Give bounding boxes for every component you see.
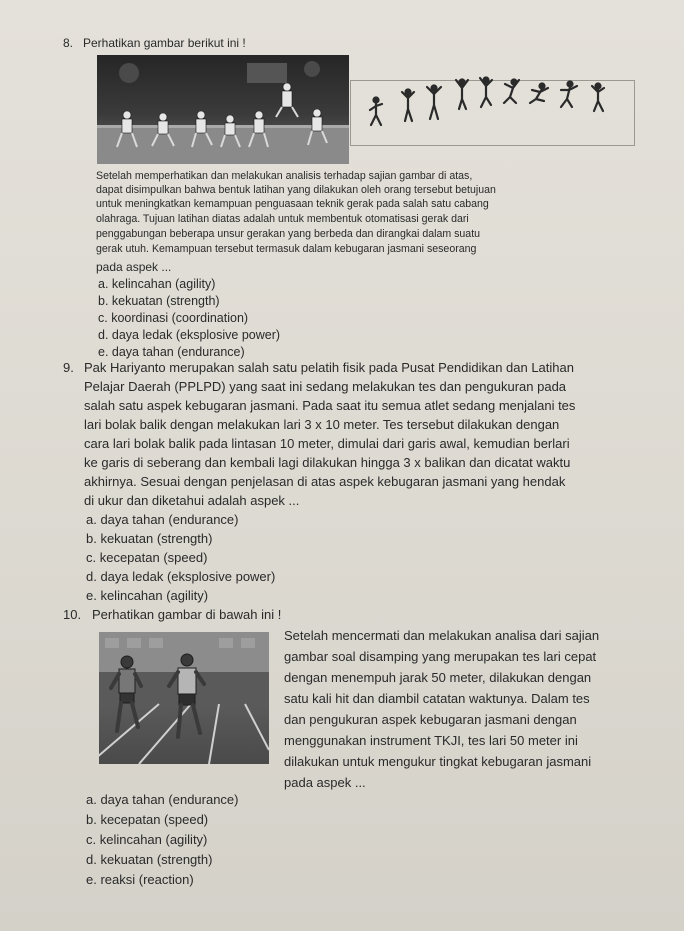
q9-number: 9. bbox=[63, 360, 74, 375]
jump-sequence-illustration bbox=[362, 70, 628, 136]
q8-line-7: pada aspek ... bbox=[96, 260, 172, 274]
q9-option-b[interactable]: b. kekuatan (strength) bbox=[86, 531, 213, 546]
q9-line-1: Pak Hariyanto merupakan salah satu pelatih fisik pada Pusat Pendidikan dan Latihan bbox=[84, 360, 574, 375]
q10-line-1: Setelah mencermati dan melakukan analisa dari sajian bbox=[284, 628, 600, 643]
q10-number: 10. bbox=[63, 607, 82, 622]
q9-line-3: salah satu aspek kebugaran jasmani. Pada saat itu semua atlet sedang menjalani tes bbox=[84, 398, 576, 413]
q9-option-e[interactable]: e. kelincahan (agility) bbox=[86, 588, 209, 603]
basketball-drill-photo bbox=[97, 55, 349, 164]
q10-line-5: dan pengukuran aspek kebugaran jasmani dengan bbox=[284, 712, 577, 727]
q8-option-e[interactable]: e. daya tahan (endurance) bbox=[98, 345, 245, 359]
q9-line-2: Pelajar Daerah (PPLPD) yang saat ini sedang melakukan tes dan pengukuran pada bbox=[84, 379, 567, 394]
q10-line-8: pada aspek ... bbox=[284, 775, 366, 790]
sprint-race-photo bbox=[99, 632, 269, 764]
q10-line-3: dengan menempuh jarak 50 meter, dilakukan dengan bbox=[284, 670, 592, 685]
q8-number: 8. bbox=[63, 36, 74, 50]
q8-line-6: gerak utuh. Kemampuan tersebut termasuk dalam kebugaran jasmani seseorang bbox=[96, 243, 477, 255]
q8-line-5: penggabungan beberapa unsur gerakan yang berbeda dan dirangkai dalam suatu bbox=[96, 228, 481, 240]
q10-intro: Perhatikan gambar di bawah ini ! bbox=[92, 607, 282, 622]
q9-line-6: ke garis di seberang dan kembali lagi dilakukan hingga 3 x balikan dan dicatat waktu bbox=[84, 455, 571, 470]
q8-option-b[interactable]: b. kekuatan (strength) bbox=[98, 294, 220, 308]
q10-option-a[interactable]: a. daya tahan (endurance) bbox=[86, 792, 239, 807]
q9-line-5: cara lari bolak balik pada lintasan 10 meter, dimulai dari garis awal, kemudian berlari bbox=[84, 436, 570, 451]
q10-option-e[interactable]: e. reaksi (reaction) bbox=[86, 872, 194, 887]
q8-line-2: dapat disimpulkan bahwa bentuk latihan yang dilakukan oleh orang tersebut betujuan bbox=[96, 184, 496, 196]
q9-option-a[interactable]: a. daya tahan (endurance) bbox=[86, 512, 239, 527]
q8-option-c[interactable]: c. koordinasi (coordination) bbox=[98, 311, 249, 325]
q8-option-d[interactable]: d. daya ledak (eksplosive power) bbox=[98, 328, 281, 342]
q10-option-b[interactable]: b. kecepatan (speed) bbox=[86, 812, 209, 827]
q8-line-1: Setelah memperhatikan dan melakukan analisis terhadap sajian gambar di atas, bbox=[96, 170, 473, 182]
q9-option-d[interactable]: d. daya ledak (eksplosive power) bbox=[86, 569, 276, 584]
q10-line-2: gambar soal disamping yang merupakan tes lari cepat bbox=[284, 649, 597, 664]
q9-line-4: lari bolak balik dengan melakukan lari 3 x 10 meter. Tes tersebut dilakukan dengan bbox=[84, 417, 560, 432]
q8-line-4: olahraga. Tujuan latihan diatas adalah untuk membentuk otomatisasi gerak dari bbox=[96, 213, 469, 225]
q10-line-7: dilakukan untuk mengukur tingkat kebugaran jasmani bbox=[284, 754, 592, 769]
q10-line-4: satu kali hit dan diambil catatan waktunya. Dalam tes bbox=[284, 691, 590, 706]
q8-intro: Perhatikan gambar berikut ini ! bbox=[83, 36, 246, 50]
q9-line-8: di ukur dan diketahui adalah aspek ... bbox=[84, 493, 300, 508]
q9-line-7: akhirnya. Sesuai dengan penjelasan di atas aspek kebugaran jasmani yang hendak bbox=[84, 474, 566, 489]
q10-line-6: menggunakan instrument TKJI, tes lari 50 meter ini bbox=[284, 733, 578, 748]
q9-option-c[interactable]: c. kecepatan (speed) bbox=[86, 550, 208, 565]
q10-option-d[interactable]: d. kekuatan (strength) bbox=[86, 852, 213, 867]
q8-option-a[interactable]: a. kelincahan (agility) bbox=[98, 277, 216, 291]
q10-option-c[interactable]: c. kelincahan (agility) bbox=[86, 832, 208, 847]
q8-line-3: untuk meningkatkan kemampuan penguasaan teknik gerak pada salah satu cabang bbox=[96, 198, 489, 210]
